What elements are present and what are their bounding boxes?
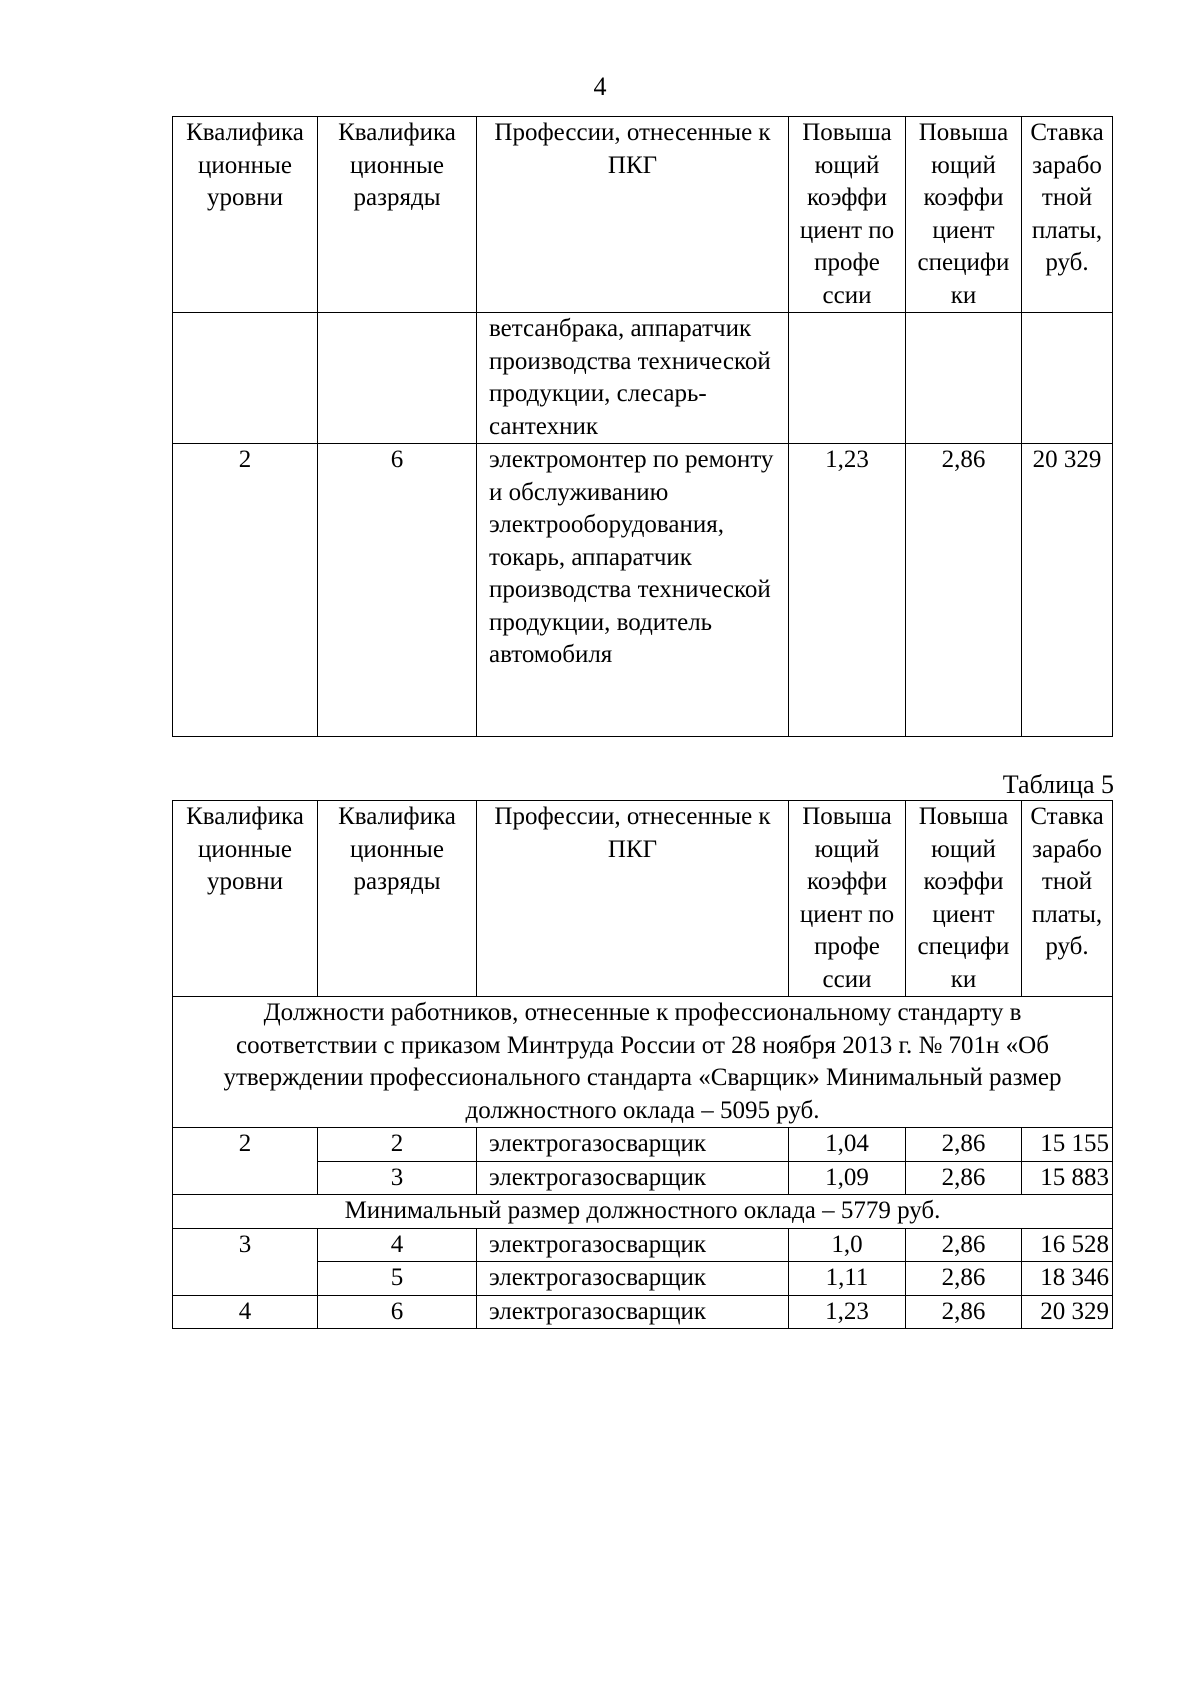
cell-rate: 15 155	[1022, 1128, 1113, 1162]
table-row	[173, 1228, 1113, 1262]
cell-level: 4	[173, 1295, 318, 1329]
header-coef-profession: Повыша ющий коэффи циент по профе ссии	[789, 801, 906, 997]
cell-coef-profession: 1,11	[789, 1262, 906, 1296]
cell-grade	[318, 313, 477, 444]
cell-level: 2	[173, 1128, 318, 1195]
cell-coef-profession: 1,09	[789, 1161, 906, 1195]
section-heading: Должности работников, отнесенные к профессиональному стандарту в соответствии с приказом Минтруда России от 28 ноября 2013 г. № 701н «Об утверждении профессионального стандарта «Сварщик» Минимальный размер должностного оклада – 5095 руб.	[173, 997, 1113, 1128]
header-grade: Квалифика ционные разряды	[318, 801, 477, 997]
cell-rate	[1022, 313, 1113, 444]
cell-coef-profession: 1,0	[789, 1228, 906, 1262]
cell-profession: электрогазосварщик	[477, 1295, 789, 1329]
cell-coef-profession	[789, 313, 906, 444]
cell-level	[173, 313, 318, 444]
cell-grade: 4	[318, 1228, 477, 1262]
cell-grade: 2	[318, 1128, 477, 1162]
cell-coef-specific: 2,86	[906, 1295, 1022, 1329]
cell-grade: 6	[318, 444, 477, 737]
table-header-row	[173, 801, 1113, 997]
cell-coef-profession: 1,04	[789, 1128, 906, 1162]
cell-profession: электрогазосварщик	[477, 1228, 789, 1262]
cell-coef-specific: 2,86	[906, 1262, 1022, 1296]
cell-profession: электрогазосварщик	[477, 1262, 789, 1296]
cell-level: 3	[173, 1228, 318, 1295]
cell-coef-profession: 1,23	[789, 1295, 906, 1329]
cell-grade: 5	[318, 1262, 477, 1296]
table-5-caption: Таблица 5	[1002, 770, 1114, 799]
header-coef-specific: Повыша ющий коэффи циент специфи ки	[906, 117, 1022, 313]
header-coef-specific: Повыша ющий коэффи циент специфи ки	[906, 801, 1022, 997]
header-professions: Профессии, отнесенные к ПКГ	[477, 801, 789, 997]
cell-rate: 15 883	[1022, 1161, 1113, 1195]
table-4-continuation	[172, 116, 1113, 737]
header-grade: Квалифика ционные разряды	[318, 117, 477, 313]
section-heading-row	[173, 997, 1113, 1128]
cell-coef-specific: 2,86	[906, 444, 1022, 737]
table-5	[172, 800, 1113, 1329]
table-header-row	[173, 117, 1113, 313]
cell-profession: электрогазосварщик	[477, 1161, 789, 1195]
page-number: 4	[593, 72, 607, 101]
min-salary-note: Минимальный размер должностного оклада – 5779 руб.	[173, 1195, 1113, 1229]
header-level: Квалифика ционные уровни	[173, 117, 318, 313]
cell-professions: ветсанбрака, аппаратчик производства технической продукции, слесарь-сантехник	[477, 313, 789, 444]
cell-coef-specific: 2,86	[906, 1128, 1022, 1162]
cell-rate: 18 346	[1022, 1262, 1113, 1296]
cell-grade: 3	[318, 1161, 477, 1195]
table-row	[173, 1128, 1113, 1162]
cell-profession: электрогазосварщик	[477, 1128, 789, 1162]
cell-coef-specific: 2,86	[906, 1161, 1022, 1195]
table-row	[173, 1295, 1113, 1329]
cell-coef-profession: 1,23	[789, 444, 906, 737]
cell-level: 2	[173, 444, 318, 737]
cell-professions: электромонтер по ремонту и обслуживанию электрооборудования, токарь, аппаратчик производства технической продукции, водитель автомобиля	[477, 444, 789, 737]
header-rate: Ставка зарабо тной платы, руб.	[1022, 117, 1113, 313]
table-row	[173, 313, 1113, 444]
cell-rate: 16 528	[1022, 1228, 1113, 1262]
cell-coef-specific: 2,86	[906, 1228, 1022, 1262]
cell-coef-specific	[906, 313, 1022, 444]
header-rate: Ставка зарабо тной платы, руб.	[1022, 801, 1113, 997]
header-professions: Профессии, отнесенные к ПКГ	[477, 117, 789, 313]
table-row	[173, 444, 1113, 737]
cell-rate: 20 329	[1022, 444, 1113, 737]
cell-rate: 20 329	[1022, 1295, 1113, 1329]
min-salary-row	[173, 1195, 1113, 1229]
header-level: Квалифика ционные уровни	[173, 801, 318, 997]
header-coef-profession: Повыша ющий коэффи циент по профе ссии	[789, 117, 906, 313]
cell-grade: 6	[318, 1295, 477, 1329]
